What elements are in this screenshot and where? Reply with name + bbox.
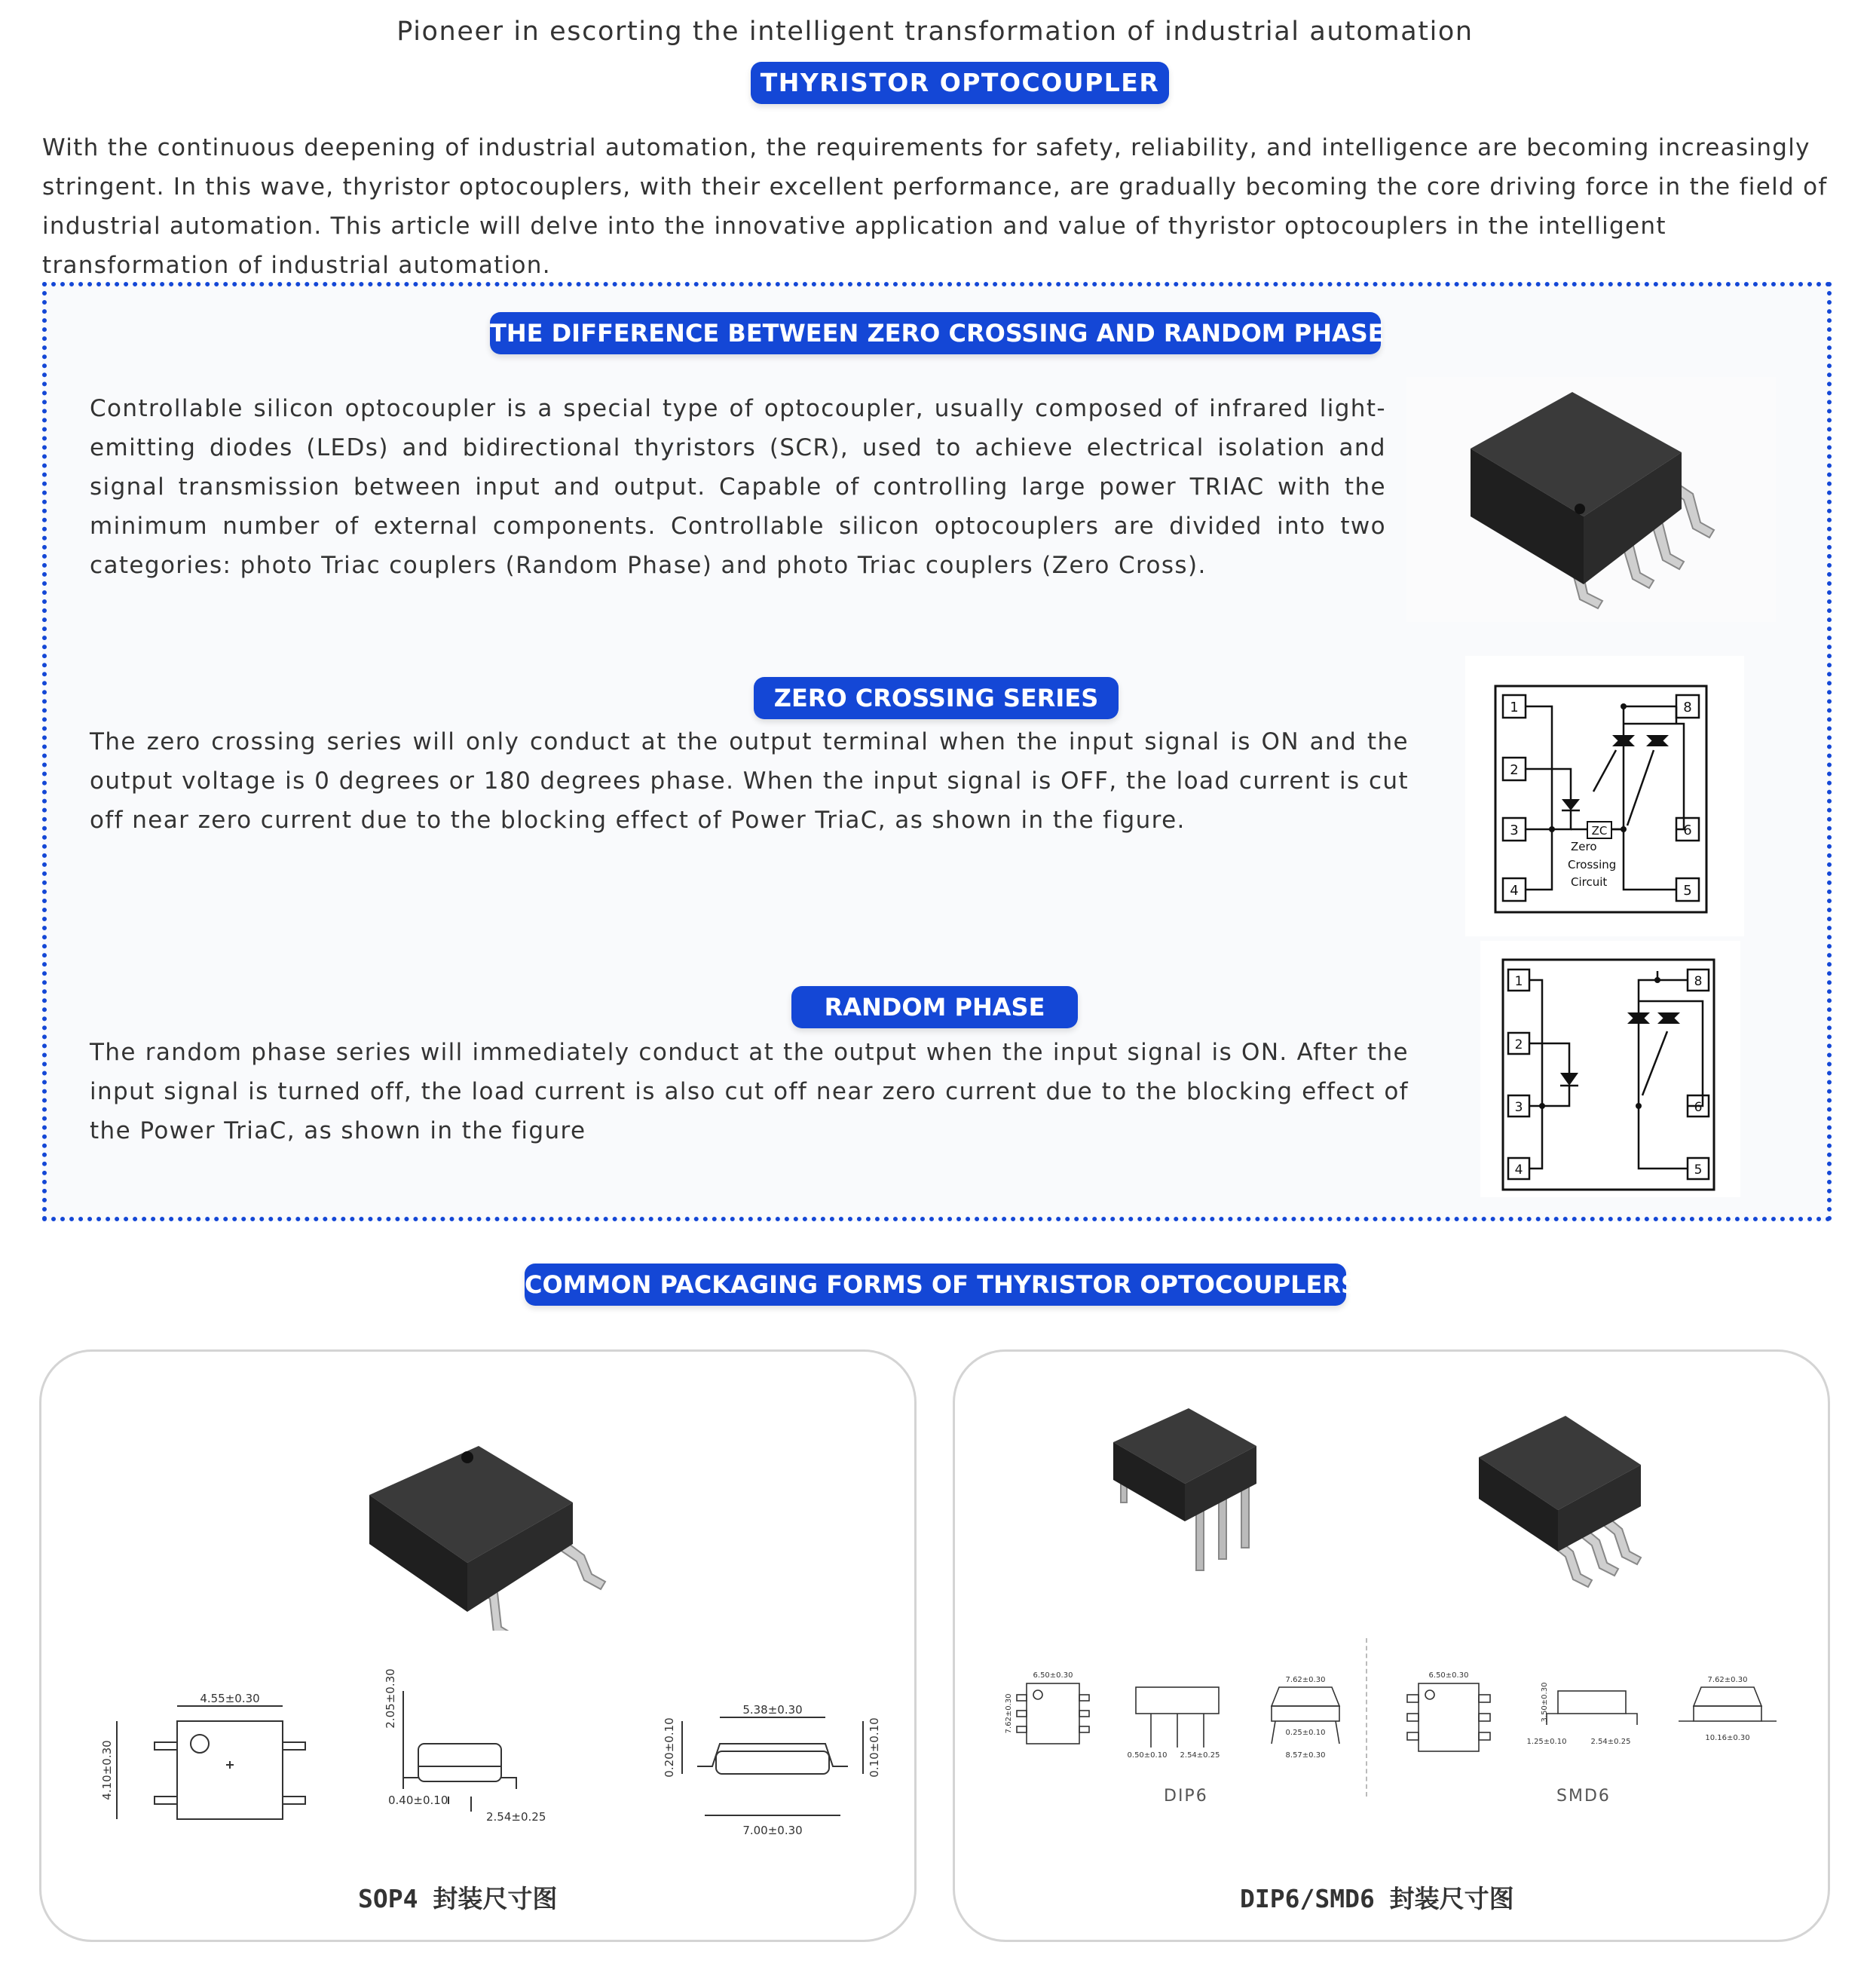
zero-crossing-title: ZERO CROSSING SERIES [754, 677, 1119, 719]
pin-label: 5 [1694, 1162, 1703, 1178]
difference-title: THE DIFFERENCE BETWEEN ZERO CROSSING AND RANDOM PHASE [490, 312, 1381, 354]
sop4-side-view-drawing [358, 1653, 562, 1834]
pin-label: 8 [1694, 974, 1703, 989]
circuit-label: Zero [1571, 840, 1597, 853]
pin-label: 2 [1510, 762, 1519, 778]
dim-label: 4.55±0.30 [200, 1692, 260, 1705]
dim-label: 0.50±0.10 [1127, 1751, 1168, 1760]
page-title: THYRISTOR OPTOCOUPLER [751, 62, 1169, 104]
dim-label: 0.40±0.10 [388, 1793, 448, 1807]
random-phase-paragraph: The random phase series will immediately conduct at the output when the input signal is ON. After the input signal is turned off, the load current is also cut off near zero current due to the blocking effect of the Power TriaC, as shown in the figure [90, 1039, 1409, 1144]
zero-crossing-paragraph: The zero crossing series will only conduct at the output terminal when the input signal is ON and the output voltage is 0 degrees or 180 degrees phase. When the input signal is OFF, the load current is cut off near zero current due to the blocking effect of Power TriaC, as shown in the figure. [90, 728, 1409, 834]
dim-label: 7.62±0.30 [1005, 1693, 1013, 1734]
sop4-card [39, 1349, 917, 1942]
pin-label: 3 [1514, 1100, 1523, 1115]
pin-label: 1 [1514, 974, 1523, 989]
pin-label: 1 [1510, 700, 1519, 715]
pin-label: 8 [1683, 700, 1692, 715]
dim-label: 6.50±0.30 [1428, 1671, 1469, 1680]
circuit-label: Crossing [1568, 858, 1617, 871]
dip6-label: DIP6 [1164, 1787, 1208, 1806]
packaging-title: COMMON PACKAGING FORMS OF THYRISTOR OPTOCOUPLERS [525, 1264, 1346, 1306]
pin-label: 4 [1510, 883, 1519, 899]
sop4-chip-photo [347, 1412, 633, 1631]
dim-label: 0.20±0.10 [663, 1717, 676, 1778]
dim-label: 5.38±0.30 [742, 1703, 803, 1717]
dip6-drawings [1000, 1661, 1392, 1781]
sop4-caption: SOP4 封装尺寸图 [358, 1884, 558, 1913]
pin-label: 6 [1694, 1100, 1703, 1115]
pin-label: 5 [1683, 883, 1692, 899]
smd6-chip-photo [1468, 1404, 1671, 1593]
dip-smd-caption: DIP6/SMD6 封装尺寸图 [1240, 1884, 1514, 1913]
dim-label: 4.10±0.30 [100, 1740, 114, 1800]
pin-label: 4 [1514, 1162, 1523, 1178]
dim-label: 0.25±0.10 [1285, 1729, 1326, 1737]
smd6-drawings [1385, 1661, 1807, 1781]
dim-label: 7.62±0.30 [1285, 1676, 1326, 1684]
dim-label: 3.50±0.30 [1541, 1682, 1549, 1723]
dip6-chip-photo [1106, 1397, 1279, 1593]
dim-label: 2.54±0.25 [1180, 1751, 1220, 1760]
dim-label: 6.50±0.30 [1033, 1671, 1073, 1680]
zc-label: ZC [1591, 824, 1608, 838]
sop4-front-view-drawing [652, 1683, 893, 1842]
smd6-label: SMD6 [1556, 1787, 1611, 1806]
difference-paragraph: Controllable silicon optocoupler is a special type of optocoupler, usually composed of infrared light-emitting diodes (LEDs) and bidirectional thyristors (SCR), used to achieve electrical isolation and signal transmission between input and output. Capable of controlling large power TRIAC with the minimum number of external components. Controllable silicon optocouplers are divided into two categories: photo Triac couplers (Random Phase) and photo Triac couplers (Zero Cross). [90, 395, 1386, 579]
circuit-label: Circuit [1571, 875, 1608, 889]
dim-label: 2.05±0.30 [384, 1668, 397, 1729]
dim-label: 10.16±0.30 [1705, 1734, 1750, 1742]
sop4-top-view-drawing [72, 1691, 320, 1842]
pin-label: 3 [1510, 822, 1519, 838]
dim-label: 2.54±0.25 [486, 1810, 546, 1824]
tagline: Pioneer in escorting the intelligent transformation of industrial automation [396, 17, 1474, 47]
pin-label: 2 [1514, 1037, 1523, 1052]
dim-label: 2.54±0.25 [1590, 1738, 1631, 1746]
pin-label: 6 [1683, 822, 1692, 838]
dim-label: 0.10±0.10 [868, 1717, 881, 1778]
random-phase-diagram [1480, 941, 1740, 1197]
random-phase-title: RANDOM PHASE [791, 986, 1078, 1028]
dim-label: 8.57±0.30 [1285, 1751, 1326, 1760]
dim-label: 1.25±0.10 [1526, 1738, 1567, 1746]
dim-label: 7.00±0.30 [742, 1824, 803, 1837]
dim-label: 7.62±0.30 [1707, 1676, 1748, 1684]
intro-paragraph: With the continuous deepening of industrial automation, the requirements for safety, reliability, and intelligence are becoming increasingly stringent. In this wave, thyristor optocouplers, with their excellent performance, are gradually becoming the core driving force in the field of industrial automation. This article will delve into the innovative application and value of thyristor optocouplers in the intelligent transformation of industrial automation. [42, 134, 1828, 279]
drawing-divider [1366, 1638, 1367, 1797]
zero-crossing-diagram [1465, 656, 1744, 936]
chip-photo [1406, 377, 1776, 622]
dip-smd-card [953, 1349, 1830, 1942]
